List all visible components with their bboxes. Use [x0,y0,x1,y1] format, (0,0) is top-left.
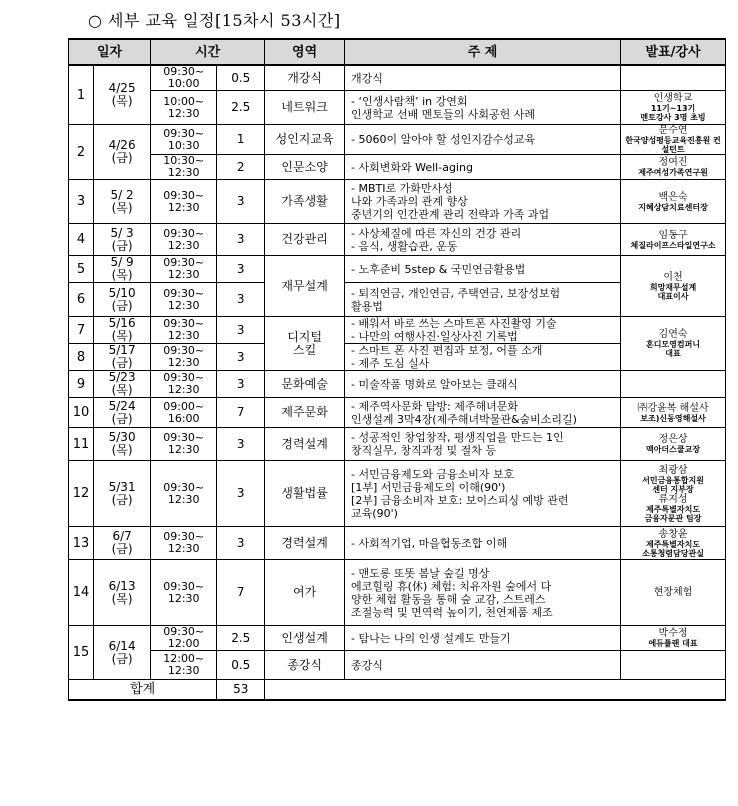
session-area [265,626,345,651]
session-area [265,317,345,371]
weekday-text: (목) [111,443,133,457]
session-hours: 3 [217,344,265,371]
time-start: 09:30~ [163,256,205,269]
text-line: - 퇴직연금, 개인연금, 주택연금, 보장성보험 [351,286,561,300]
table-row [69,461,726,527]
time-end: 12:30 [167,591,200,605]
session-hours: 3 [217,527,265,560]
session-hours: 3 [217,224,265,256]
date-text: 6/14 [108,638,136,653]
text-line: 금융자문관 팀장 [644,513,702,523]
date-text: 5/31 [108,479,136,494]
header-speaker: 발표/강사 [621,39,726,65]
session-number: 4 [69,224,94,256]
header-row [69,39,726,65]
text-line: - 사회적기업, 마을협동조합 이해 [351,536,508,550]
total-label: 합계 [69,680,217,700]
time-start: 10:00~ [163,94,205,108]
session-speaker [621,155,726,180]
session-hours: 3 [217,256,265,283]
area-text: 문화예술 [281,376,328,391]
session-hours: 7 [217,560,265,626]
text-line: 종강식 [351,658,383,672]
time-end: 12:30 [167,664,200,677]
date-text: 5/30 [108,430,136,444]
text-line: - MBTI로 가화만사성 [351,182,453,195]
session-number: 14 [69,560,94,626]
session-speaker [621,91,726,125]
session-area [265,651,345,680]
speaker-name: ㈜강윤복 해설사 [637,402,709,414]
text-line: 대표이사 [657,291,689,301]
time-end: 12:30 [167,492,200,506]
session-topic [345,180,621,224]
area-text: 디지털 [287,329,322,344]
session-time [151,180,217,224]
time-start: 09:30~ [163,579,205,593]
area-text: 제주문화 [281,405,328,419]
table-row [69,180,726,224]
date-text: 4/26 [108,138,136,152]
session-speaker [621,256,726,317]
text-line: - 성공적인 창업창작, 평생직업을 만드는 1인 [351,431,564,444]
speaker-name: 정은상 [658,434,688,445]
text-line: 인생학교 선배 멘토들의 사회공헌 사례 [351,107,536,121]
text-line: 맥아더스쿨교장 [645,445,701,454]
text-line: - 맨도롱 또똣 봄날 숲길 명상 [351,566,490,580]
area-text: 여가 [293,585,317,599]
weekday-text: (금) [111,238,133,253]
date-text: 6/7 [112,529,132,543]
weekday-text: (목) [111,200,133,215]
speaker-name: 류지성 [658,493,688,505]
area-text: 인문소양 [281,159,328,174]
session-topic [345,651,621,680]
header-day: 일자 [69,39,151,65]
text-line: 개강식 [351,71,383,85]
time-start: 12:00~ [163,652,205,665]
weekday-text: (금) [111,356,133,370]
session-date [94,317,151,344]
weekday-text: (금) [111,542,133,556]
text-line: 소통청렴담당관실 [642,548,704,558]
schedule-table [68,38,726,701]
time-start: 09:30~ [163,226,205,240]
session-hours: 3 [217,428,265,461]
session-speaker [621,125,726,155]
speaker-name: 송창윤 [658,528,688,540]
session-number: 3 [69,180,94,224]
time-end: 12:30 [167,166,200,179]
text-line: 멘토강사 3명 초빙 [640,113,706,122]
session-topic [345,344,621,371]
text-line: - 사상체질에 따른 자신의 건강 관리 [351,226,522,240]
time-end: 16:00 [167,411,200,425]
session-topic [345,224,621,256]
speaker-name: 이천 [663,271,683,283]
session-topic [345,371,621,398]
speaker-name: 정여진 [658,157,688,168]
session-hours: 3 [217,371,265,398]
table-row [69,125,726,155]
date-text: 5/17 [108,343,136,357]
session-speaker [621,461,726,527]
area-text: 스킬 [293,342,317,357]
date-text: 5/ 9 [110,255,134,269]
session-date [94,626,151,680]
date-text: 5/ 3 [110,225,134,240]
total-empty [265,680,726,700]
text-line: 중년기의 인간관계 관리 전략과 가족 과업 [351,208,550,221]
text-line: 한국양성평등교육진흥원 컨설턴트 [625,136,721,154]
session-number: 7 [69,317,94,344]
time-end: 12:30 [167,238,200,252]
time-start: 09:30~ [163,371,205,384]
text-line: 대표 [665,349,681,358]
text-line: 에코힐링 휴(休) 체험: 치유자원 숲에서 다 [351,579,552,593]
session-number: 12 [69,461,94,527]
total-row [69,680,726,700]
weekday-text: (금) [111,298,133,313]
session-area [265,461,345,527]
session-topic [345,398,621,428]
table-row [69,651,726,680]
time-start: 09:30~ [163,126,205,140]
session-time [151,398,217,428]
table-row [69,91,726,125]
session-area [265,65,345,91]
session-time [151,256,217,283]
text-line: 혼디모영컴퍼니 [645,340,701,349]
table-row [69,398,726,428]
text-line: - ‘인생사람책’ in 강연회 [351,94,468,108]
date-text: 5/23 [108,370,136,384]
weekday-text: (금) [111,651,133,666]
speaker-name: 문수연 [658,125,688,136]
text-line: 제주여성가족연구원 [638,168,708,177]
table-row [69,317,726,344]
time-end: 12:00 [167,637,200,650]
area-text: 경력설계 [281,436,328,451]
text-line: 조절능력 및 면역력 높이기, 천연제품 제조 [351,605,553,619]
session-topic [345,626,621,651]
date-text: 5/16 [108,316,136,330]
text-line: - 제주 도심 실사 [351,357,430,370]
session-date [94,125,151,180]
weekday-text: (목) [111,329,133,343]
session-topic [345,428,621,461]
session-date [94,398,151,428]
session-hours: 7 [217,398,265,428]
text-line: - 제주역사문화 탐방: 제주해녀문화 [351,399,518,413]
area-text: 가족생활 [281,194,328,208]
table-row [69,560,726,626]
table-row [69,65,726,91]
area-text: 네트워크 [281,100,328,114]
time-end: 12:30 [167,443,200,456]
page-title: ○ 세부 교육 일정[15차시 53시간] [88,11,341,30]
session-hours: 0.5 [217,651,265,680]
header-topic: 주 제 [345,39,621,65]
session-time [151,527,217,560]
session-topic [345,527,621,560]
date-text: 6/13 [108,578,136,593]
header-area: 영역 [265,39,345,65]
session-hours: 1 [217,125,265,155]
speaker-name: 현장체험 [653,587,693,598]
session-topic [345,256,621,283]
text-line: 지혜상담치료센터장 [638,202,708,212]
session-area [265,125,345,155]
text-line: - 나만의 여행사진·일상사진 기록법 [351,330,518,343]
text-line: - 음식, 생활습관, 운동 [351,239,458,253]
area-text: 인생설계 [281,630,328,645]
session-date [94,371,151,398]
session-time [151,560,217,626]
session-date [94,256,151,283]
weekday-text: (목) [111,591,133,606]
session-time [151,651,217,680]
session-speaker [621,224,726,256]
weekday-text: (목) [111,268,133,282]
session-hours: 3 [217,461,265,527]
text-line: 체질라이프스타일연구소 [630,240,716,250]
time-start: 09:30~ [163,530,205,543]
weekday-text: (목) [111,94,133,108]
text-line: - 사회변화와 Well-aging [351,160,473,174]
session-date [94,344,151,371]
time-start: 09:30~ [163,431,205,444]
session-topic [345,560,621,626]
text-line: 희망재무설계 [649,282,697,292]
session-hours: 0.5 [217,65,265,91]
time-end: 12:30 [167,106,200,120]
session-topic [345,65,621,91]
session-area [265,155,345,180]
session-number: 1 [69,65,94,125]
text-line: - 스마트 폰 사진 편집과 보정, 어플 소개 [351,344,543,357]
text-line: 11기~13기 [650,104,696,113]
speaker-name: 박수정 [658,628,688,639]
table-row [69,527,726,560]
session-speaker [621,65,726,91]
time-start: 09:30~ [163,317,205,330]
session-topic [345,317,621,344]
text-line: 교육(90') [351,506,398,520]
text-line: - 노후준비 5step & 국민연금활용법 [351,262,526,276]
text-line: 센터 지부장 [652,484,694,494]
session-topic [345,155,621,180]
weekday-text: (금) [111,492,133,507]
session-speaker [621,626,726,651]
text-line: 인생설계 3막4장(제주해녀박물관&숨비소리길) [351,412,577,426]
session-number: 11 [69,428,94,461]
session-number: 8 [69,344,94,371]
session-hours: 2.5 [217,91,265,125]
session-number: 6 [69,283,94,317]
session-date [94,283,151,317]
time-start: 09:30~ [163,344,205,357]
text-line: 보조)신동영해설사 [640,413,706,423]
time-start: 09:30~ [163,625,205,638]
area-text: 성인지교육 [275,132,334,146]
session-speaker [621,398,726,428]
session-area [265,560,345,626]
session-topic [345,283,621,317]
session-time [151,626,217,651]
session-speaker [621,180,726,224]
session-speaker [621,527,726,560]
table-row [69,155,726,180]
text-line: 에듀플랜 대표 [648,639,698,648]
speaker-name: 인생학교 [653,93,693,104]
text-line: 나와 가족과의 관계 향상 [351,195,468,208]
session-speaker [621,371,726,398]
session-time [151,428,217,461]
text-line: 창직실무, 창직과정 및 절차 등 [351,444,497,457]
text-line: - 5060이 알아야 할 성인지감수성교육 [351,133,536,146]
session-date [94,428,151,461]
table-row [69,256,726,283]
session-number: 15 [69,626,94,680]
header-time: 시간 [151,39,265,65]
time-end: 10:00 [167,77,200,90]
session-date [94,65,151,125]
session-date [94,180,151,224]
session-number: 9 [69,371,94,398]
session-date [94,224,151,256]
time-start: 09:30~ [163,286,205,300]
session-time [151,317,217,344]
text-line: - 서민금융제도와 금융소비자 보호 [351,467,515,481]
area-text: 재무설계 [281,278,328,293]
session-area [265,224,345,256]
text-line: - 배워서 바로 쓰는 스마트폰 사진촬영 기술 [351,317,557,330]
date-text: 5/24 [108,398,136,413]
session-time [151,125,217,155]
text-line: [1부] 서민금융제도의 이해(90') [351,480,506,494]
session-hours: 2 [217,155,265,180]
time-end: 12:30 [167,268,200,281]
date-text: 5/ 2 [110,187,134,202]
speaker-name: 최광삼 [658,464,688,476]
weekday-text: (목) [111,383,133,397]
text-line: [2부] 금융소비자 보호: 보이스피싱 예방 관련 [351,493,569,507]
session-date [94,527,151,560]
total-hours: 53 [217,680,265,700]
session-area [265,428,345,461]
text-line: 제주특별자치도 [645,504,701,514]
table-row [69,626,726,651]
text-line: 서민금융통합지원 [642,475,704,485]
weekday-text: (금) [111,151,133,165]
session-hours: 3 [217,180,265,224]
session-time [151,155,217,180]
session-topic [345,461,621,527]
table-row [69,371,726,398]
area-text: 생활법률 [281,486,328,500]
date-text: 5/10 [108,285,136,300]
table-row [69,224,726,256]
table-body [69,65,726,700]
session-time [151,371,217,398]
session-topic [345,91,621,125]
session-area [265,91,345,125]
time-end: 12:30 [167,298,200,312]
time-end: 12:30 [167,200,200,214]
session-area [265,527,345,560]
session-area [265,180,345,224]
session-time [151,283,217,317]
session-hours: 2.5 [217,626,265,651]
area-text: 건강관리 [281,232,328,246]
weekday-text: (금) [111,411,133,426]
text-line: - 탐나는 나의 인생 설계도 만들기 [351,631,511,645]
text-line: - 미술작품 명화로 알아보는 클래식 [351,377,518,391]
time-end: 12:30 [167,542,200,555]
time-end: 12:30 [167,356,200,369]
table-row [69,428,726,461]
session-number: 2 [69,125,94,180]
time-start: 10:30~ [163,154,205,167]
session-date [94,461,151,527]
session-area [265,256,345,317]
date-text: 4/25 [108,81,136,95]
session-date [94,560,151,626]
area-text: 경력설계 [281,535,328,550]
speaker-name: 김연숙 [658,329,688,340]
session-speaker [621,317,726,371]
text-line: 양한 체험 활동을 통해 숲 교감, 스트레스 [351,592,546,606]
session-area [265,398,345,428]
area-text: 종강식 [287,657,322,672]
speaker-name: 백은숙 [658,191,688,203]
session-topic [345,125,621,155]
session-number: 10 [69,398,94,428]
session-speaker [621,560,726,626]
time-end: 12:30 [167,329,200,342]
session-time [151,461,217,527]
time-start: 09:30~ [163,65,205,78]
session-hours: 3 [217,317,265,344]
speaker-name: 임동구 [658,229,688,241]
time-end: 10:30 [167,138,200,152]
session-hours: 3 [217,283,265,317]
session-speaker [621,428,726,461]
time-start: 09:00~ [163,399,205,413]
session-time [151,344,217,371]
session-number: 13 [69,527,94,560]
session-time [151,224,217,256]
text-line: 제주특별자치도 [645,539,701,549]
session-number: 5 [69,256,94,283]
session-time [151,91,217,125]
time-start: 09:30~ [163,480,205,494]
area-text: 개강식 [287,70,322,85]
session-time [151,65,217,91]
session-area [265,371,345,398]
text-line: 활용법 [351,299,383,313]
session-speaker [621,651,726,680]
time-end: 12:30 [167,383,200,396]
time-start: 09:30~ [163,188,205,202]
